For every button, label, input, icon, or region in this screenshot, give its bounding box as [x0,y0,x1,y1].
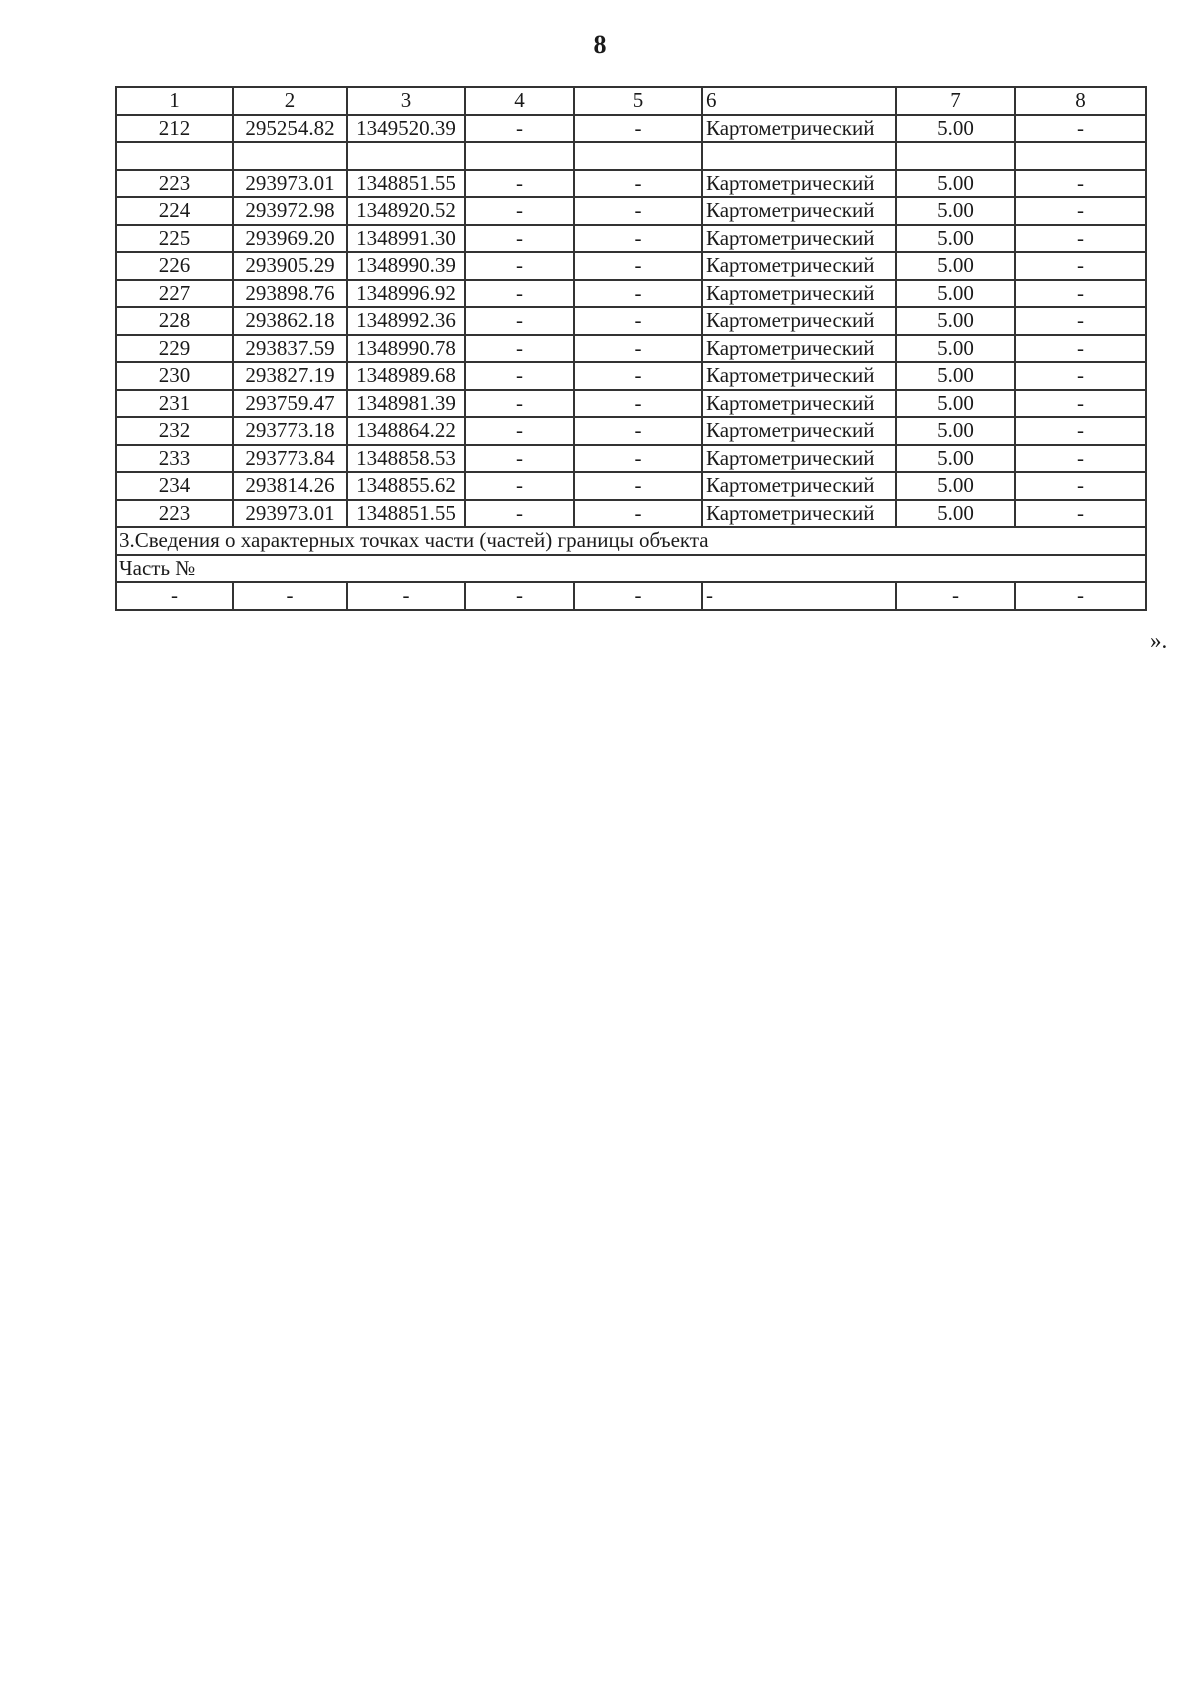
table-cell-col-1: 226 [116,252,233,280]
table-cell-col-8: - [1015,170,1146,198]
table-cell-col-3 [347,142,465,170]
table-cell-col-5: - [574,115,702,143]
table-cell-col-7: 7 [896,87,1015,115]
table-row [116,170,1146,198]
table-cell-col-7: 5.00 [896,362,1015,390]
table-cell-col-6: Картометрический [702,362,896,390]
table-body [116,87,1146,610]
table-cell-col-8: - [1015,362,1146,390]
table-cell-col-6: Картометрический [702,500,896,528]
table-cell-col-5: - [574,417,702,445]
table-cell-col-4: - [465,225,574,253]
table-cell-col-3: 1348996.92 [347,280,465,308]
table-cell-col-2: 293759.47 [233,390,347,418]
table-cell-col-5: - [574,252,702,280]
table-cell-col-8: - [1015,115,1146,143]
table-row [116,225,1146,253]
table-cell-col-1: - [116,582,233,610]
table-cell-col-5: - [574,170,702,198]
table-cell-col-3: 3 [347,87,465,115]
table-row [116,417,1146,445]
table-cell-col-7: 5.00 [896,170,1015,198]
table-cell-col-7: - [896,582,1015,610]
table-cell-col-7: 5.00 [896,115,1015,143]
table-cell-col-1: 224 [116,197,233,225]
table-cell-col-7: 5.00 [896,307,1015,335]
table-cell-col-8: - [1015,252,1146,280]
table-cell-col-6: 6 [702,87,896,115]
table-cell-col-5: - [574,225,702,253]
table-cell-col-8: - [1015,500,1146,528]
table-row [116,197,1146,225]
table-cell-col-3: 1349520.39 [347,115,465,143]
table-cell-col-1: 225 [116,225,233,253]
table-cell-col-7: 5.00 [896,335,1015,363]
table-cell-col-5: - [574,335,702,363]
table-cell-col-1: 230 [116,362,233,390]
table-cell-col-7: 5.00 [896,417,1015,445]
table-cell-col-5: - [574,280,702,308]
table-cell-col-1: 229 [116,335,233,363]
table-cell-col-8: - [1015,307,1146,335]
table-row [116,307,1146,335]
section-title-row [116,527,1146,555]
table-cell-col-8: - [1015,472,1146,500]
table-cell-col-4: - [465,197,574,225]
table-cell-col-5 [574,142,702,170]
table-cell-col-5: - [574,445,702,473]
table-cell-col-3: 1348989.68 [347,362,465,390]
table-row [116,500,1146,528]
table-cell-col-7: 5.00 [896,197,1015,225]
table-cell-col-1: 1 [116,87,233,115]
table-cell-col-4: - [465,445,574,473]
table-row [116,252,1146,280]
table-cell-col-2: 293972.98 [233,197,347,225]
table-cell-col-2: 293827.19 [233,362,347,390]
table-cell-col-6: - [702,582,896,610]
coordinates-table-container [115,86,1145,611]
table-cell-col-4: - [465,252,574,280]
table-cell-col-8: - [1015,390,1146,418]
table-cell-col-2: 293969.20 [233,225,347,253]
table-cell-col-6: Картометрический [702,252,896,280]
table-cell-col-8: 8 [1015,87,1146,115]
table-row [116,362,1146,390]
table-cell-col-2: 2 [233,87,347,115]
table-cell-col-3: - [347,582,465,610]
table-cell-col-4: - [465,307,574,335]
table-cell-col-8: - [1015,197,1146,225]
table-cell-col-4: - [465,390,574,418]
table-cell-col-6: Картометрический [702,307,896,335]
table-cell-col-5: 5 [574,87,702,115]
table-cell-col-4: - [465,362,574,390]
table-row [116,280,1146,308]
table-cell-col-4: - [465,417,574,445]
table-cell-col-3: 1348920.52 [347,197,465,225]
table-cell-col-4: - [465,280,574,308]
table-cell-col-2: 293973.01 [233,500,347,528]
table-cell-col-2: 293973.01 [233,170,347,198]
table-cell-col-4: - [465,582,574,610]
table-header-row [116,87,1146,115]
table-row [116,445,1146,473]
table-cell-col-3: 1348864.22 [347,417,465,445]
table-cell-col-3: 1348991.30 [347,225,465,253]
table-cell-col-2: 293862.18 [233,307,347,335]
table-cell-col-5: - [574,472,702,500]
table-cell-col-6: Картометрический [702,280,896,308]
table-cell-col-3: 1348851.55 [347,500,465,528]
table-cell-col-2: 293905.29 [233,252,347,280]
table-cell-col-7: 5.00 [896,225,1015,253]
table-cell-col-3: 1348981.39 [347,390,465,418]
table-cell-col-1: 232 [116,417,233,445]
table-cell-col-5: - [574,197,702,225]
table-cell-col-7: 5.00 [896,500,1015,528]
page-number: 8 [593,30,607,59]
table-cell-col-3: 1348855.62 [347,472,465,500]
table-cell-col-7 [896,142,1015,170]
table-cell-col-5: - [574,307,702,335]
table-cell-col-7: 5.00 [896,472,1015,500]
table-cell-col-5: - [574,390,702,418]
table-row [116,390,1146,418]
table-cell-col-2: 295254.82 [233,115,347,143]
section-title: 3.Сведения о характерных точках части (частей) границы объекта [116,527,1146,555]
table-cell-col-1: 234 [116,472,233,500]
table-cell-col-6 [702,142,896,170]
table-cell-col-1: 231 [116,390,233,418]
table-cell-col-3: 1348851.55 [347,170,465,198]
closing-quote: ». [1150,628,1168,653]
table-cell-col-8: - [1015,445,1146,473]
part-label: Часть № [116,555,1146,583]
table-dash-row [116,582,1146,610]
table-cell-col-1: 212 [116,115,233,143]
table-cell-col-5: - [574,582,702,610]
table-cell-col-2: 293898.76 [233,280,347,308]
table-cell-col-2 [233,142,347,170]
part-label-row [116,555,1146,583]
table-cell-col-1: 228 [116,307,233,335]
table-cell-col-7: 5.00 [896,252,1015,280]
table-cell-col-2: - [233,582,347,610]
table-cell-col-2: 293773.18 [233,417,347,445]
table-cell-col-2: 293773.84 [233,445,347,473]
table-cell-col-8: - [1015,280,1146,308]
table-cell-col-5: - [574,500,702,528]
table-cell-col-4: - [465,500,574,528]
table-row [116,335,1146,363]
table-cell-col-3: 1348858.53 [347,445,465,473]
table-cell-col-7: 5.00 [896,280,1015,308]
table-cell-col-6: Картометрический [702,115,896,143]
table-cell-col-8: - [1015,417,1146,445]
table-cell-col-5: - [574,362,702,390]
table-cell-col-1: 223 [116,500,233,528]
table-cell-col-4: - [465,115,574,143]
table-cell-col-6: Картометрический [702,472,896,500]
table-blank-row [116,142,1146,170]
table-cell-col-4: - [465,170,574,198]
table-cell-col-2: 293837.59 [233,335,347,363]
table-cell-col-4 [465,142,574,170]
table-cell-col-8: - [1015,335,1146,363]
table-row [116,115,1146,143]
table-cell-col-6: Картометрический [702,197,896,225]
table-cell-col-3: 1348992.36 [347,307,465,335]
table-cell-col-3: 1348990.39 [347,252,465,280]
table-cell-col-4: 4 [465,87,574,115]
table-cell-col-6: Картометрический [702,445,896,473]
table-cell-col-6: Картометрический [702,390,896,418]
table-cell-col-6: Картометрический [702,335,896,363]
table-cell-col-7: 5.00 [896,445,1015,473]
table-cell-col-4: - [465,335,574,363]
table-cell-col-6: Картометрический [702,417,896,445]
table-cell-col-2: 293814.26 [233,472,347,500]
table-cell-col-7: 5.00 [896,390,1015,418]
table-cell-col-1: 233 [116,445,233,473]
table-cell-col-1: 223 [116,170,233,198]
table-cell-col-8: - [1015,582,1146,610]
table-cell-col-3: 1348990.78 [347,335,465,363]
table-cell-col-4: - [465,472,574,500]
table-cell-col-1: 227 [116,280,233,308]
table-cell-col-8 [1015,142,1146,170]
table-cell-col-6: Картометрический [702,225,896,253]
coordinates-table [115,86,1147,611]
table-row [116,472,1146,500]
table-cell-col-6: Картометрический [702,170,896,198]
table-cell-col-8: - [1015,225,1146,253]
table-cell-col-1 [116,142,233,170]
